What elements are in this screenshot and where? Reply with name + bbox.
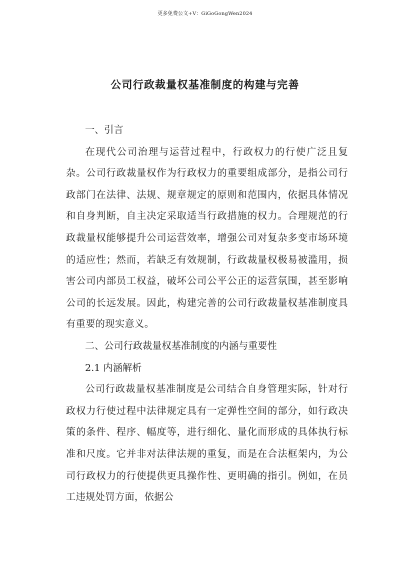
section-heading-connotation: 二、公司行政裁量权基准制度的内涵与重要性 xyxy=(85,340,277,352)
section-heading-intro: 一、引言 xyxy=(85,125,124,136)
document-title: 公司行政裁量权基准制度的构建与完善 xyxy=(110,79,300,91)
document-body xyxy=(66,120,348,509)
header-note: 更多免费公文+V：GiGoGongWen2024 xyxy=(157,11,253,17)
subsection-heading-analysis: 2.1 内涵解析 xyxy=(85,362,142,374)
paragraph-analysis: 公司行政裁量权基准制度是公司结合自身管理实际，针对行政权力行使过程中法律规定具有一定弹性空间的部分，如行政决策的条件、程序、幅度等，进行细化、量化而形成的具体执行标准和尺度。它并非对法律法规的重复，而是在合法框架内，为公司行政权力的行使提供更具操作性、更明确的指引。例如，在员工违规处罚方面，依据公 xyxy=(66,384,348,504)
paragraph-intro: 在现代公司治理与运营过程中，行政权力的行使广泛且复杂。公司行政裁量权作为行政权力的重要组成部分，是指公司行政部门在法律、法规、规章规定的原则和范围内，依据具体情况和自身判断，自主决定采取适当行政措施的权力。合理规范的行政裁量权能够提升公司运营效率，增强公司对复杂多变市场环境的适应性；然而，若缺乏有效规制，行政裁量权极易被滥用，损害公司内部员工权益，破坏公司公平公正的运营氛围，甚至影响公司的长远发展。因此，构建完善的公司行政裁量权基准制度具有重要的现实意义。 xyxy=(66,146,348,331)
